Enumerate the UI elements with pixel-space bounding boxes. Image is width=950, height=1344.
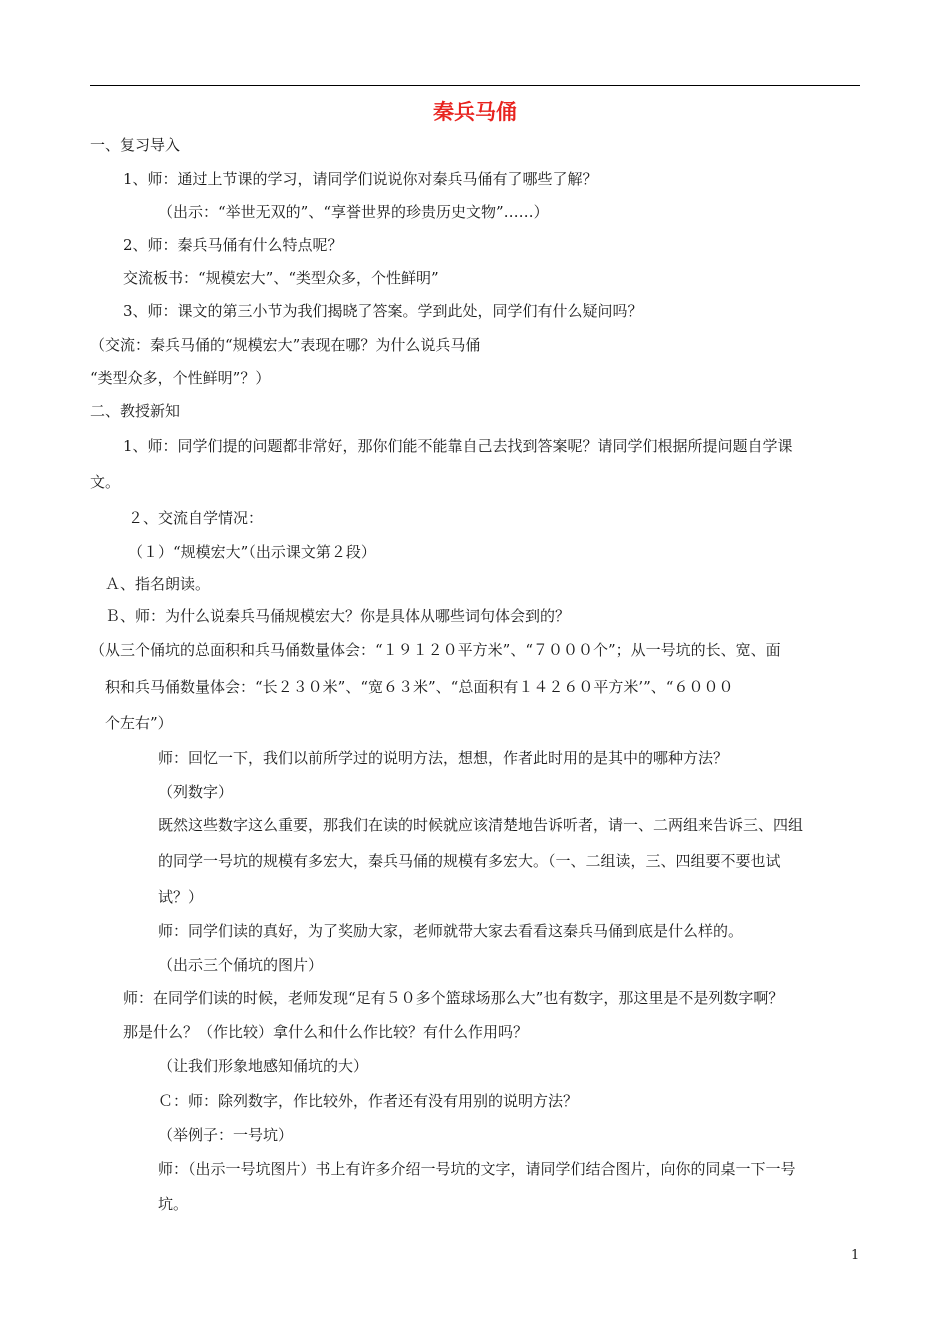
text-line: 既然这些数字这么重要，那我们在读的时候就应该清楚地告诉听者，请一、二两组来告诉三、四组 (158, 816, 804, 834)
text-line: Ｂ、师：为什么说秦兵马俑规模宏大？你是具体从哪些词句体会到的？ (105, 607, 571, 625)
text-line: （出示三个俑坑的图片） (158, 956, 324, 974)
text-line: 1、师：同学们提的问题都非常好，那你们能不能靠自己去找到答案呢？请同学们根据所提问题自学课 (123, 437, 793, 455)
text-line: （出示：“举世无双的”、“享誉世界的珍贵历史文物”……） (158, 203, 549, 221)
document-title: 秦兵马俑 (433, 100, 517, 124)
text-line: 坑。 (158, 1195, 189, 1213)
text-line: 一、复习导入 (90, 136, 181, 154)
text-line: （交流：秦兵马俑的“规模宏大”表现在哪？为什么说兵马俑 (90, 336, 481, 354)
text-line: （举例子：一号坑） (158, 1126, 294, 1144)
text-line: ２、交流自学情况： (128, 509, 264, 527)
text-line: （１）“规模宏大”（出示课文第２段） (128, 543, 376, 561)
text-line: 的同学一号坑的规模有多宏大，秦兵马俑的规模有多宏大。（一、二组读，三、四组要不要也试 (158, 852, 781, 870)
text-line: 3、师：课文的第三小节为我们揭晓了答案。学到此处，同学们有什么疑问吗？ (123, 302, 643, 320)
text-line: 1、师：通过上节课的学习，请同学们说说你对秦兵马俑有了哪些了解？ (123, 170, 598, 188)
text-line: （列数字） (158, 783, 234, 801)
header-rule (90, 85, 860, 86)
text-line: Ｃ：师：除列数字，作比较外，作者还有没有用别的说明方法？ (158, 1092, 579, 1110)
text-line: （从三个俑坑的总面积和兵马俑数量体会：“１９１２０平方米”、“７０００个”；从一号坑的长、宽、面 (90, 641, 781, 659)
text-line: 师：同学们读的真好，为了奖励大家，老师就带大家去看看这秦兵马俑到底是什么样的。 (158, 922, 744, 940)
page-number: 1 (851, 1248, 860, 1263)
text-line: 师：在同学们读的时候，老师发现“足有５０多个篮球场那么大”也有数字，那这里是不是列数字啊？ (123, 989, 784, 1007)
text-line: 那是什么？（作比较）拿什么和什么作比较？有什么作用吗？ (123, 1023, 529, 1041)
text-line: （让我们形象地感知俑坑的大） (158, 1057, 369, 1075)
text-line: 师：（出示一号坑图片）书上有许多介绍一号坑的文字，请同学们结合图片，向你的同桌一下一号 (158, 1160, 796, 1178)
text-line: 二、教授新知 (90, 402, 181, 420)
text-line: 师：回忆一下，我们以前所学过的说明方法，想想，作者此时用的是其中的哪种方法？ (158, 749, 729, 767)
text-line: 积和兵马俑数量体会：“长２３０米”、“宽６３米”、“总面积有１４２６０平方米’”、“６０００ (105, 678, 734, 696)
text-line: 试？） (158, 888, 204, 906)
text-line: 2、师：秦兵马俑有什么特点呢？ (123, 236, 343, 254)
text-line: 个左右”） (105, 714, 173, 732)
text-line: 文。 (90, 473, 121, 491)
text-line: Ａ、指名朗读。 (105, 575, 211, 593)
text-line: 交流板书：“规模宏大”、“类型众多，个性鲜明” (123, 269, 439, 287)
text-line: “类型众多，个性鲜明”？） (90, 369, 271, 387)
